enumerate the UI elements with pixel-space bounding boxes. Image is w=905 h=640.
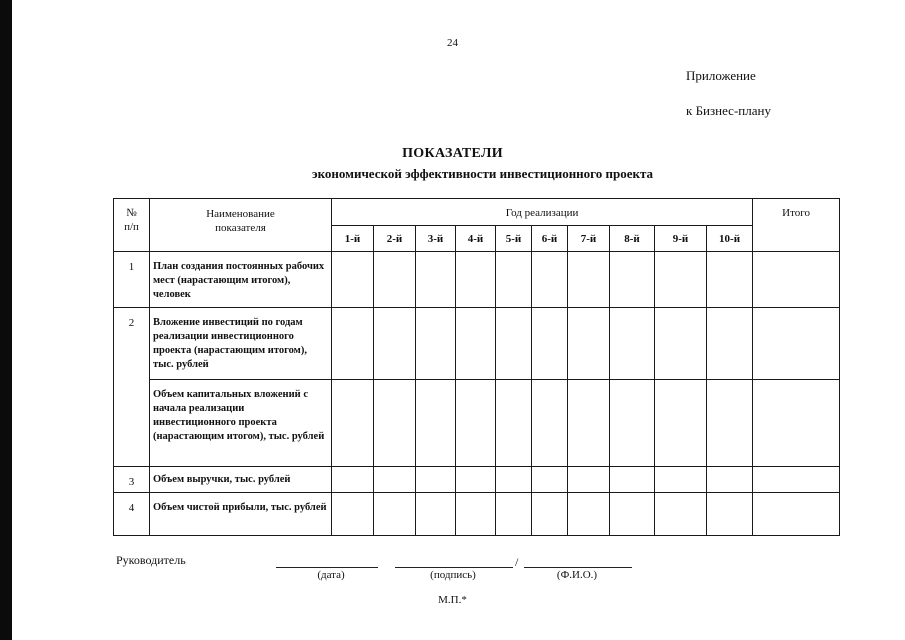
row-number: 4	[114, 493, 150, 536]
appendix-label: Приложение	[686, 68, 756, 83]
data-cell[interactable]	[532, 252, 568, 308]
data-cell[interactable]	[655, 467, 707, 493]
data-cell[interactable]	[532, 467, 568, 493]
total-cell[interactable]	[753, 467, 840, 493]
header-number-line2: п/п	[124, 220, 139, 233]
data-cell[interactable]	[416, 380, 456, 467]
stamp-place: М.П.*	[438, 594, 467, 606]
header-number-line1: №	[126, 207, 137, 219]
year-3: 3-й	[416, 226, 456, 252]
data-cell[interactable]	[655, 252, 707, 308]
data-cell[interactable]	[496, 467, 532, 493]
data-cell[interactable]	[655, 308, 707, 380]
header-name-line1: Наименование	[206, 208, 275, 220]
header-total: Итого	[753, 199, 840, 252]
date-line[interactable]	[276, 567, 378, 568]
header-row	[114, 199, 840, 226]
row-indicator-name: Объем капитальных вложений с начала реализации инвестиционного проекта (нарастающим итогом), тыс. рублей	[150, 380, 332, 467]
year-6: 6-й	[532, 226, 568, 252]
data-cell[interactable]	[374, 493, 416, 536]
table-row	[114, 252, 840, 308]
data-cell[interactable]	[532, 380, 568, 467]
header-indicator-name	[150, 199, 332, 252]
data-cell[interactable]	[568, 308, 610, 380]
appendix-reference: к Бизнес-плану	[686, 103, 771, 118]
data-cell[interactable]	[374, 252, 416, 308]
data-cell[interactable]	[707, 493, 753, 536]
data-cell[interactable]	[456, 308, 496, 380]
data-cell[interactable]	[707, 308, 753, 380]
data-cell[interactable]	[456, 467, 496, 493]
signature-caption: (подпись)	[430, 569, 476, 581]
data-cell[interactable]	[655, 493, 707, 536]
date-caption: (дата)	[317, 569, 345, 581]
table-row	[114, 493, 840, 536]
data-cell[interactable]	[568, 467, 610, 493]
data-cell[interactable]	[707, 252, 753, 308]
data-cell[interactable]	[374, 467, 416, 493]
row-number: 1	[114, 252, 150, 308]
data-cell[interactable]	[532, 308, 568, 380]
row-indicator-name: Объем чистой прибыли, тыс. рублей	[150, 493, 332, 536]
data-cell[interactable]	[332, 252, 374, 308]
row-indicator-name: План создания постоянных рабочих мест (нарастающим итогом), человек	[150, 252, 332, 308]
year-1: 1-й	[332, 226, 374, 252]
data-cell[interactable]	[496, 252, 532, 308]
data-cell[interactable]	[496, 493, 532, 536]
row-number: 2	[114, 308, 150, 467]
data-cell[interactable]	[568, 493, 610, 536]
data-cell[interactable]	[456, 380, 496, 467]
data-cell[interactable]	[374, 380, 416, 467]
year-7: 7-й	[568, 226, 610, 252]
year-4: 4-й	[456, 226, 496, 252]
data-cell[interactable]	[374, 308, 416, 380]
data-cell[interactable]	[332, 308, 374, 380]
table-row	[114, 467, 840, 493]
document-subtitle: экономической эффективности инвестиционного проекта	[311, 166, 654, 181]
total-cell[interactable]	[753, 308, 840, 380]
data-cell[interactable]	[416, 493, 456, 536]
page-number: 24	[447, 37, 458, 49]
data-cell[interactable]	[456, 252, 496, 308]
data-cell[interactable]	[532, 493, 568, 536]
row-indicator-name: Объем выручки, тыс. рублей	[150, 467, 332, 493]
document-title: ПОКАЗАТЕЛИ	[402, 146, 503, 161]
scan-edge	[0, 0, 12, 640]
year-9: 9-й	[655, 226, 707, 252]
total-cell[interactable]	[753, 380, 840, 467]
fio-caption: (Ф.И.О.)	[556, 569, 598, 581]
data-cell[interactable]	[568, 252, 610, 308]
data-cell[interactable]	[456, 493, 496, 536]
fio-line[interactable]	[524, 567, 632, 568]
signature-line[interactable]	[395, 567, 513, 568]
data-cell[interactable]	[707, 467, 753, 493]
year-5: 5-й	[496, 226, 532, 252]
row-number: 3	[114, 467, 150, 493]
data-cell[interactable]	[610, 467, 655, 493]
data-cell[interactable]	[416, 252, 456, 308]
header-name-line2: показателя	[215, 222, 266, 235]
total-cell[interactable]	[753, 252, 840, 308]
data-cell[interactable]	[610, 252, 655, 308]
row-indicator-name: Вложение инвестиций по годам реализации инвестиционного проекта (нарастающим итогом), тыс. рублей	[150, 308, 332, 380]
year-2: 2-й	[374, 226, 416, 252]
data-cell[interactable]	[610, 380, 655, 467]
data-cell[interactable]	[332, 493, 374, 536]
data-cell[interactable]	[416, 308, 456, 380]
data-cell[interactable]	[416, 467, 456, 493]
data-cell[interactable]	[332, 467, 374, 493]
signature-slash: /	[515, 555, 519, 569]
header-number	[114, 199, 150, 252]
data-cell[interactable]	[655, 380, 707, 467]
year-8: 8-й	[610, 226, 655, 252]
header-year-group: Год реализации	[332, 199, 753, 226]
table-row	[114, 308, 840, 380]
data-cell[interactable]	[496, 380, 532, 467]
data-cell[interactable]	[332, 380, 374, 467]
indicators-table	[113, 198, 840, 536]
data-cell[interactable]	[496, 308, 532, 380]
table-row	[114, 380, 840, 467]
total-cell[interactable]	[753, 493, 840, 536]
data-cell[interactable]	[610, 493, 655, 536]
data-cell[interactable]	[707, 380, 753, 467]
data-cell[interactable]	[610, 308, 655, 380]
data-cell[interactable]	[568, 380, 610, 467]
signature-label: Руководитель	[116, 553, 186, 567]
year-10: 10-й	[707, 226, 753, 252]
